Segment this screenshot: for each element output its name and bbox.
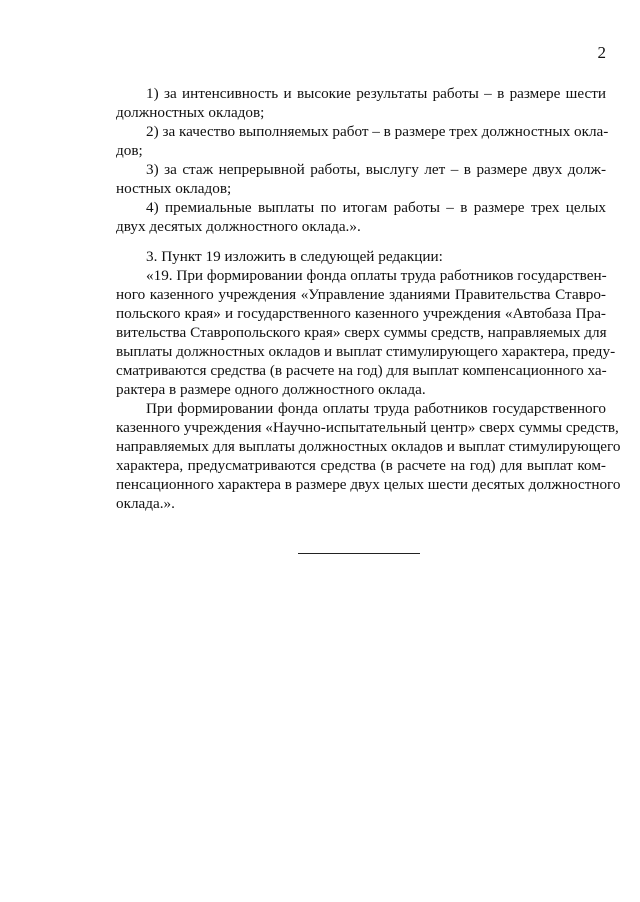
list-item-2-line-1: 2) за качество выполняемых работ – в размере трех должностных окла- <box>146 123 609 140</box>
paragraph-1-line-4: вительства Ставропольского края» сверх суммы средств, направляемых для <box>116 324 607 341</box>
section-heading: 3. Пункт 19 изложить в следующей редакции: <box>146 248 443 265</box>
paragraph-1-line-3: польского края» и государственного казенного учреждения «Автобаза Пра- <box>116 305 606 322</box>
paragraph-2-line-3: направляемых для выплаты должностных окладов и выплат стимулирующего <box>116 438 621 455</box>
paragraph-2-line-4: характера, предусматриваются средства (в расчете на год) для выплат ком- <box>116 457 606 474</box>
list-item-4-line-1: 4) премиальные выплаты по итогам работы – в размере трех целых <box>146 199 606 216</box>
paragraph-1-line-7: рактера в размере одного должностного оклада. <box>116 381 426 398</box>
paragraph-2-line-1: При формировании фонда оплаты труда работников государственного <box>146 400 606 417</box>
list-item-3-line-2: ностных окладов; <box>116 180 232 197</box>
paragraph-1-line-5: выплаты должностных окладов и выплат стимулирующего характера, преду- <box>116 343 616 360</box>
page-number: 2 <box>597 43 606 62</box>
paragraph-2-line-5: пенсационного характера в размере двух целых шести десятых должностного <box>116 476 621 493</box>
list-item-4-line-2: двух десятых должностного оклада.». <box>116 218 361 235</box>
list-item-2-line-2: дов; <box>116 142 143 159</box>
list-item-1-line-1: 1) за интенсивность и высокие результаты работы – в размере шести <box>146 85 606 102</box>
paragraph-1-line-1: «19. При формировании фонда оплаты труда работников государствен- <box>146 267 607 284</box>
paragraph-2-line-6: оклада.». <box>116 495 175 512</box>
paragraph-1-line-6: сматриваются средства (в расчете на год) для выплат компенсационного ха- <box>116 362 607 379</box>
list-item-1-line-2: должностных окладов; <box>116 104 265 121</box>
paragraph-1-line-2: ного казенного учреждения «Управление зданиями Правительства Ставро- <box>116 286 606 303</box>
list-item-3-line-1: 3) за стаж непрерывной работы, выслугу лет – в размере двух долж- <box>146 161 606 178</box>
paragraph-2-line-2: казенного учреждения «Научно-испытательный центр» сверх суммы средств, <box>116 419 619 436</box>
end-divider <box>298 553 420 554</box>
